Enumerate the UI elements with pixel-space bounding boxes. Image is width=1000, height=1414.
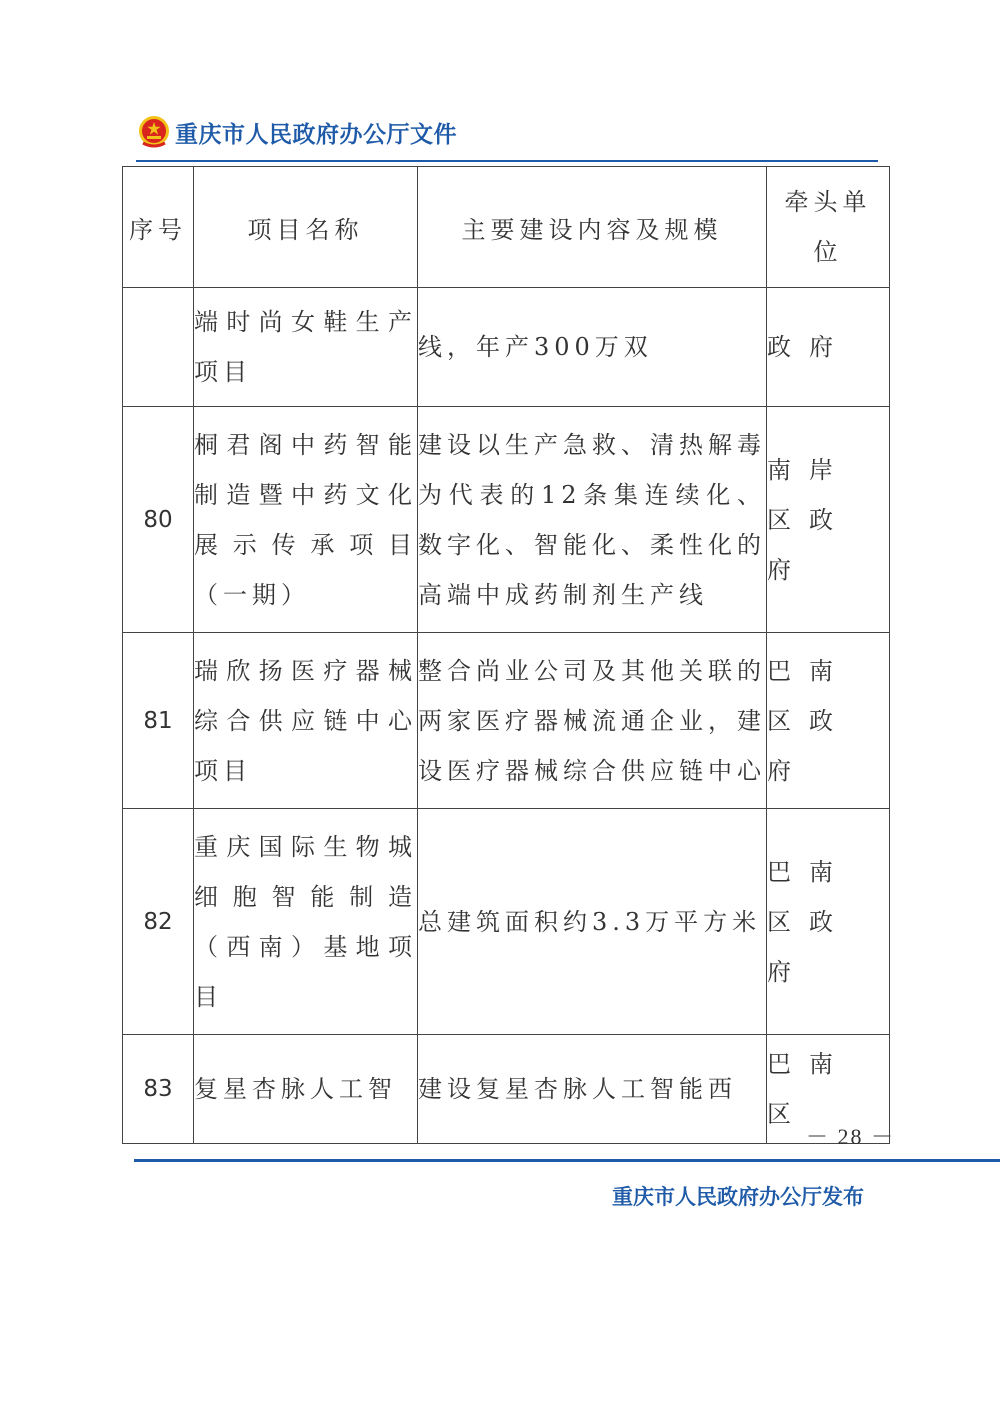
column-header-no: 序号 [123, 167, 194, 288]
lead-unit: 巴南区政府 [767, 809, 890, 1035]
national-emblem-icon [137, 115, 171, 149]
project-name: 桐君阁中药智能制造暨中药文化展示传承项目（一期） [194, 407, 418, 633]
project-name: 重庆国际生物城细胞智能制造（西南）基地项目 [194, 809, 418, 1035]
row-number [123, 288, 194, 407]
header-title: 重庆市人民政府办公厅文件 [175, 120, 457, 148]
table-row [123, 633, 890, 809]
project-content: 线，年产300万双 [418, 288, 767, 407]
header-divider [136, 160, 878, 162]
row-number: 82 [123, 809, 194, 1035]
lead-unit: 巴南区政府 [767, 633, 890, 809]
column-header-unit [767, 167, 890, 288]
row-number: 80 [123, 407, 194, 633]
lead-unit: 政府 [767, 288, 890, 407]
project-name: 端时尚女鞋生产项目 [194, 288, 418, 407]
footer-divider [134, 1159, 1000, 1162]
project-name: 瑞欣扬医疗器械综合供应链中心项目 [194, 633, 418, 809]
project-name: 复星杏脉人工智 [194, 1035, 418, 1144]
lead-unit: 南岸区政府 [767, 407, 890, 633]
footer-publisher: 重庆市人民政府办公厅发布 [612, 1184, 864, 1209]
table-header-row [123, 167, 890, 288]
project-content: 总建筑面积约3.3万平方米 [418, 809, 767, 1035]
column-header-unit-label: 牵头单位 [784, 188, 872, 266]
row-number: 83 [123, 1035, 194, 1144]
project-content: 建设复星杏脉人工智能西 [418, 1035, 767, 1144]
row-number: 81 [123, 633, 194, 809]
table-row [123, 1035, 890, 1144]
table-row [123, 809, 890, 1035]
project-content: 整合尚业公司及其他关联的两家医疗器械流通企业，建设医疗器械综合供应链中心 [418, 633, 767, 809]
table-row [123, 407, 890, 633]
page-number: － 28 － [806, 1124, 896, 1149]
column-header-content: 主要建设内容及规模 [418, 167, 767, 288]
project-content: 建设以生产急救、清热解毒为代表的12条集连续化、数字化、智能化、柔性化的高端中成药制剂生产线 [418, 407, 767, 633]
column-header-name: 项目名称 [194, 167, 418, 288]
project-table [122, 166, 890, 1144]
lead-unit: 巴南区 [767, 1035, 890, 1144]
table-row [123, 288, 890, 407]
document-header [137, 112, 457, 152]
